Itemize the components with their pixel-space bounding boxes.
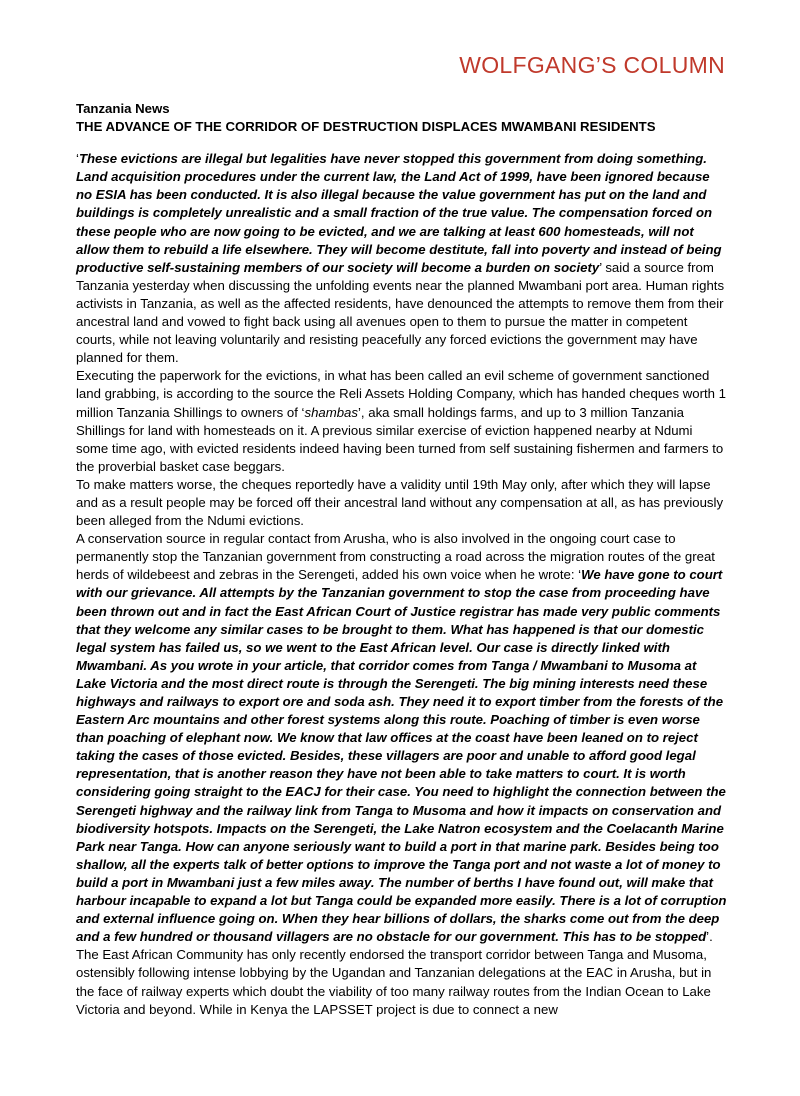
headline: THE ADVANCE OF THE CORRIDOR OF DESTRUCTION DISPLACES MWAMBANI RESIDENTS [76, 119, 656, 135]
shambas-term: shambas [304, 404, 358, 420]
article [76, 100, 728, 1019]
quote-evictions-illegal: These evictions are illegal but legalities have never stopped this government from doing something. Land acquisition procedures under the current law, the Land Act of 1999, have been ignored because no ESIA has been conducted. It is also illegal because the value government has put on the land and buildings is completely unrealistic and a small fraction of the true value. The compensation forced on these people who are now going to be evicted, and we are talking at least 600 homesteads, will not allow them to rebuild a life elsewhere. They will become destitute, fall into poverty and instead of being productive self-sustaining members of our society will become a burden on society [76, 151, 722, 275]
column-title: WOLFGANG’S COLUMN [459, 52, 725, 78]
paragraph-1 [76, 150, 728, 367]
section-label: Tanzania News [76, 101, 170, 116]
paragraph-1-text: ’ said a source from Tanzania yesterday when discussing the unfolding events near the planned Mwambani port area. Human rights activists in Tanzania, as well as the affected residents, have denounced the attempts to remove them from their ancestral land and vowed to fight back using all avenues open to them to pursue the matter in competent courts, while not leaving voluntarily and resisting peacefully any forced evictions the government may have planned for them. [76, 259, 725, 366]
paragraph-4-text-a: A conservation source in regular contact from Arusha, who is also involved in the ongoing court case to permanently stop the Tanzanian government from constructing a road across the migration routes of the great herds of wildebeest and zebras in the Serengeti, added his own voice when he wrote: ‘ [76, 531, 715, 583]
open-quote-mark: ‘ [76, 151, 79, 167]
paragraph-2-text-a: Executing the paperwork for the evictions, in what has been called an evil scheme of government sanctioned land grabbing, is according to the source the Reli Assets Holding Company, which has handed cheques worth 1 million Tanzania Shillings to owners of ‘ [76, 368, 726, 420]
paragraph-2 [76, 367, 728, 476]
paragraph-3: To make matters worse, the cheques reportedly have a validity until 19th May only, after which they will lapse and as a result people may be forced off their ancestral land without any compensation at all, as has previously been alleged from the Ndumi evictions. [76, 476, 724, 529]
paragraph-2-text-b: ’, aka small holdings farms, and up to 3 million Tanzania Shillings for land with homesteads on it. A previous similar exercise of eviction happened nearby at Ndumi some time ago, with evicted residents indeed having been turned from self sustaining fishermen and farmers to the proverbial basket case beggars. [76, 404, 724, 474]
paragraph-4-text-b: ’. [706, 929, 713, 945]
quote-court-grievance: We have gone to court with our grievance. All attempts by the Tanzanian government to stop the case from proceeding have been thrown out and in fact the East African Court of Justice registrar has made very public comments that they welcome any similar cases to be brought to them. What has happened is that our domestic legal system has failed us, so we went to the East African level. Our case is directly linked with Mwambani. As you wrote in your article, that corridor comes from Tanga / Mwambani to Musoma at Lake Victoria and the most direct route is through the Serengeti. The big mining interests need these highways and railways to export ore and soda ash. They need it to export timber from the forests of the Eastern Arc mountains and other forest systems along this route. Poaching of timber is even worse than poaching of elephant now. We know that law offices at the coast have been leaned on to reject taking the cases of those evicted. Besides, these villagers are poor and unable to afford good legal representation, that is another reason they have not been able to take matters to court. It is worth considering going straight to the EACJ for their case. You need to highlight the connection between the Serengeti highway and the railway link from Tanga to Musoma and how it impacts on conservation and biodiversity hotspots. Impacts on the Serengeti, the Lake Natron ecosystem and the Coelacanth Marine Park near Tanga. How can anyone seriously want to build a port in that marine park. Besides being too shallow, all the experts talk of better options to improve the Tanga port and not waste a lot of money to build a port in Mwambani just a few miles away. The number of berths I have found out, will make that harbour incapable to expand a lot but Tanga could be expanded more easily. There is a lot of corruption and external influence going on. When they hear billions of dollars, the sharks come out from the deep and a few hundred or thousand villagers are no obstacle for our government. This has to be stopped [76, 567, 727, 945]
paragraph-5: The East African Community has only recently endorsed the transport corridor between Tanga and Musoma, ostensibly following intense lobbying by the Ugandan and Tanzanian delegations at the EAC in Arusha, but in the face of railway experts which doubt the viability of too many railway routes from the Indian Ocean to Lake Victoria and beyond. While in Kenya the LAPSSET project is due to connect a new [76, 947, 712, 1017]
paragraph-4 [76, 530, 728, 946]
